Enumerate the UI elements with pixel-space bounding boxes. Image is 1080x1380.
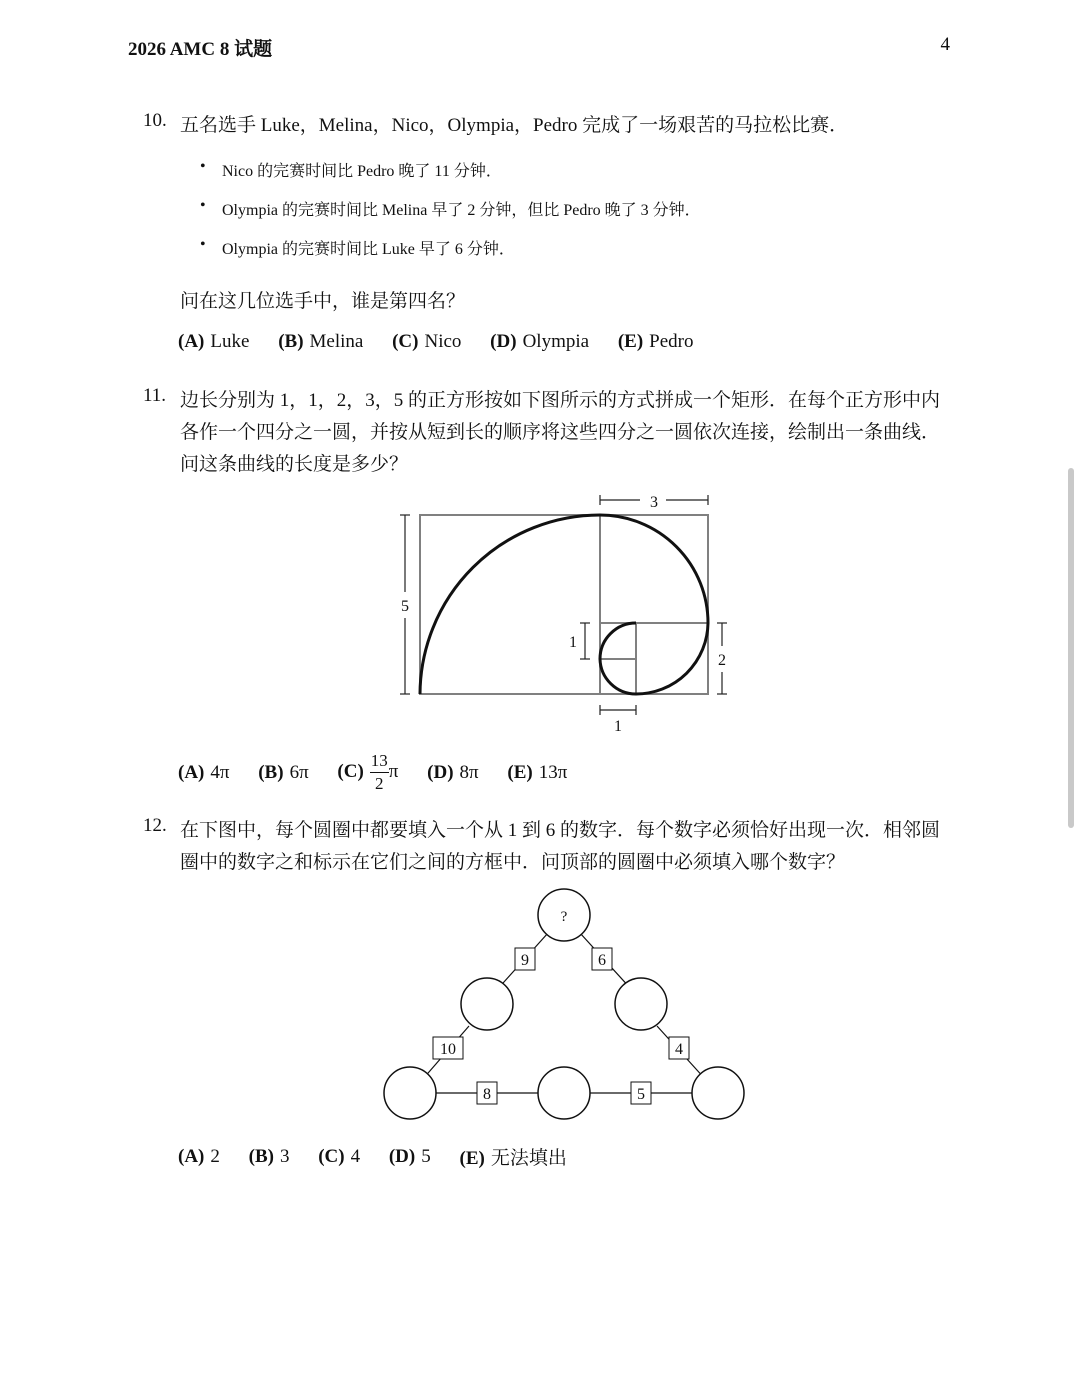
sum-label: 9 <box>521 952 529 969</box>
fibonacci-spiral-figure <box>390 488 740 738</box>
choice-c[interactable]: (C) Nico <box>392 330 462 352</box>
sum-label: 8 <box>483 1086 491 1103</box>
question-text: 在下图中，每个圆圈中都要填入一个从 1 到 6 的数字．每个数字必须恰好出现一次．相邻圆圈中的数字之和标示在它们之间的方框中．问顶部的圆圈中必须填入哪个数字？ <box>180 820 941 873</box>
question-prompt: 问在这几位选手中，谁是第四名？ <box>180 291 466 312</box>
dimension-label-small: 1 <box>569 634 577 651</box>
choice-b[interactable]: (B) Melina <box>278 330 364 352</box>
choice-d[interactable]: (D) 8π <box>427 761 479 783</box>
question-11 <box>143 385 953 485</box>
question-number: 11. <box>143 385 167 406</box>
condition-item: • Nico 的完赛时间比 Pedro 晚了 11 分钟． <box>200 158 701 197</box>
circle-bottom-right <box>692 1067 744 1119</box>
circle-bottom-left <box>384 1067 436 1119</box>
sum-label: 10 <box>440 1041 456 1058</box>
page-header <box>128 34 950 64</box>
question-12 <box>143 815 953 881</box>
choice-c[interactable]: (C) $\frac{13}{2}$ π <box>337 751 399 793</box>
circle-middle-left <box>461 978 513 1030</box>
choice-e[interactable]: (E) Pedro <box>617 330 694 352</box>
choice-a[interactable]: (A) 4π <box>178 761 230 783</box>
dimension-label-top: 3 <box>650 494 658 511</box>
question-text: 边长分别为 1，1，2，3，5 的正方形按如下图所示的方式拼成一个矩形．在每个正方形中内各作一个四分之一圆，并按从短到长的顺序将这些四分之一圆依次连接，绘制出一条曲线．问这条曲线的长度是多少？ <box>180 390 941 475</box>
choice-b[interactable]: (B) 6π <box>258 761 309 783</box>
answer-choices <box>178 752 591 793</box>
sum-label: 4 <box>675 1041 683 1058</box>
choice-d[interactable]: (D) Olympia <box>490 330 590 352</box>
choice-e[interactable]: (E) 13π <box>507 761 568 783</box>
outer-rectangle <box>420 515 708 694</box>
circle-middle-right <box>615 978 667 1030</box>
dimension-label-right: 2 <box>718 652 726 669</box>
choice-a[interactable]: (A) Luke <box>178 330 250 352</box>
choice-e[interactable]: (E) 无法填出 <box>459 1148 567 1169</box>
condition-list <box>200 158 701 275</box>
choice-b[interactable]: (B) 3 <box>248 1145 290 1167</box>
number-triangle-figure <box>370 880 760 1130</box>
scrollbar-thumb[interactable] <box>1068 468 1074 828</box>
answer-choices <box>178 1143 591 1170</box>
question-number: 12. <box>143 815 167 836</box>
choice-a[interactable]: (A) 2 <box>178 1145 220 1167</box>
dimension-label-left: 5 <box>401 598 409 615</box>
sum-label: 5 <box>637 1086 645 1103</box>
condition-item: • Olympia 的完赛时间比 Melina 早了 2 分钟，但比 Pedro 晚了 3 分钟． <box>200 197 701 236</box>
document-title: 2026 AMC 8 试题 <box>128 39 273 60</box>
question-10 <box>143 110 953 142</box>
circle-bottom-middle <box>538 1067 590 1119</box>
dimension-label-bottom: 1 <box>614 718 622 735</box>
question-number: 10. <box>143 110 167 131</box>
sum-label: 6 <box>598 952 606 969</box>
choice-d[interactable]: (D) 5 <box>388 1145 431 1167</box>
fraction: $\frac{13}{2}$ <box>370 751 388 793</box>
condition-item: • Olympia 的完赛时间比 Luke 早了 6 分钟． <box>200 236 701 275</box>
spiral-curve <box>420 515 708 694</box>
answer-choices <box>178 330 717 353</box>
question-text: 五名选手 Luke，Melina，Nico，Olympia，Pedro 完成了一场艰苦的马拉松比赛． <box>180 115 849 136</box>
top-unknown: ? <box>560 909 568 925</box>
page-number: 4 <box>940 34 950 55</box>
choice-c[interactable]: (C) 4 <box>318 1145 361 1167</box>
